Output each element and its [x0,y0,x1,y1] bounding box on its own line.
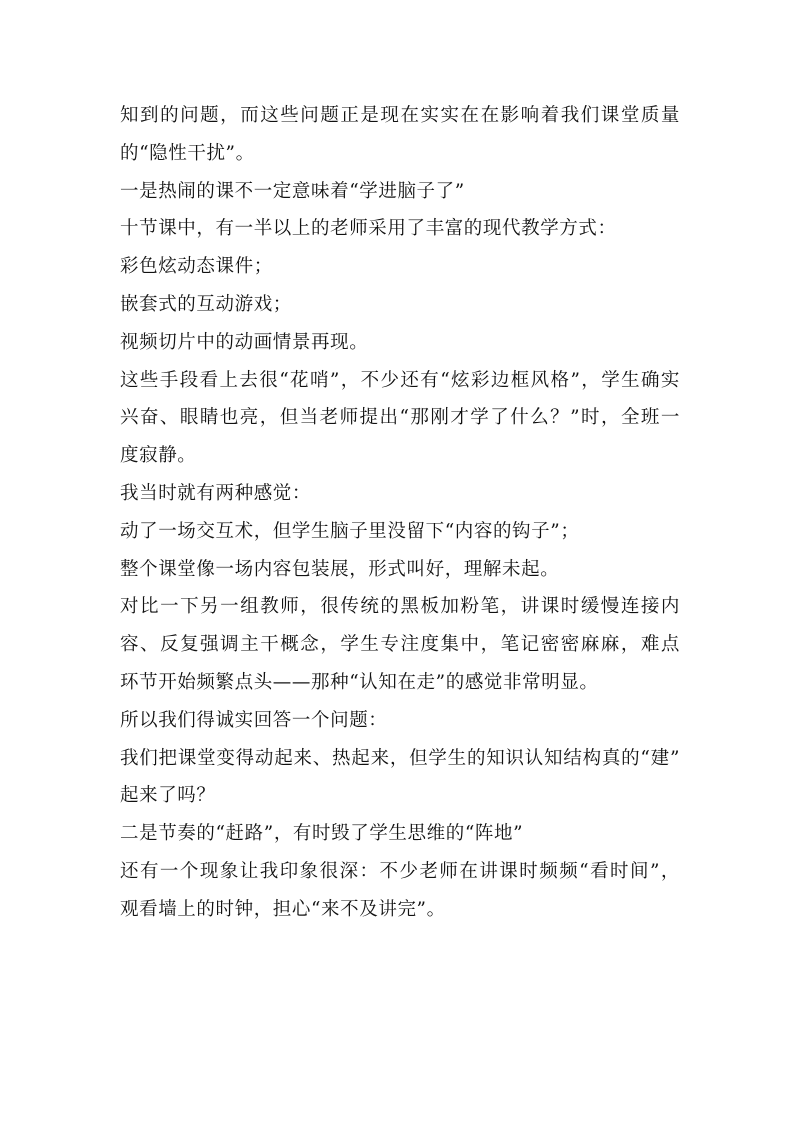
text-line: 嵌套式的互动游戏； [120,293,292,315]
text-line: 彩色炫动态课件； [120,256,273,278]
text-line: 整个课堂像一场内容包装展，形式叫好，理解未起。 [120,558,560,580]
text-line: 我当时就有两种感觉： [120,482,312,504]
text-line: 的“隐性干扰”。 [120,142,255,164]
text-line: 动了一场交互术，但学生脑子里没留下“内容的钩子”； [120,520,580,542]
text-line: 所以我们得诚实回答一个问题： [120,709,388,731]
text-line: 视频切片中的动画情景再现。 [120,331,369,353]
document-body [120,97,680,929]
text-line: 这些手段看上去很“花哨”，不少还有“炫彩边框风格”，学生确实 [120,369,680,391]
text-line: 对比一下另一组教师，很传统的黑板加粉笔，讲课时缓慢连接内 [120,596,680,618]
text-line: 我们把课堂变得动起来、热起来，但学生的知识认知结构真的“建” [120,747,680,769]
text-line: 度寂静。 [120,445,197,467]
text-line: 十节课中，有一半以上的老师采用了丰富的现代教学方式： [120,218,617,240]
text-line: 兴奋、眼睛也亮，但当老师提出“那刚才学了什么？”时，全班一 [120,407,680,429]
text-line: 环节开始频繁点头——那种“认知在走”的感觉非常明显。 [120,671,599,693]
text-line: 起来了吗？ [120,785,216,807]
text-line: 知到的问题，而这些问题正是现在实实在在影响着我们课堂质量 [120,105,680,126]
text-line: 容、反复强调主干概念，学生专注度集中，笔记密密麻麻，难点 [120,634,680,656]
text-line: 一是热闹的课不一定意味着“学进脑子了” [120,180,465,202]
text-line: 二是节奏的“赶路”，有时毁了学生思维的“阵地” [120,823,524,845]
text-line: 还有一个现象让我印象很深：不少老师在讲课时频频“看时间”， [120,860,680,882]
text-line: 观看墙上的时钟，担心“来不及讲完”。 [120,898,446,920]
